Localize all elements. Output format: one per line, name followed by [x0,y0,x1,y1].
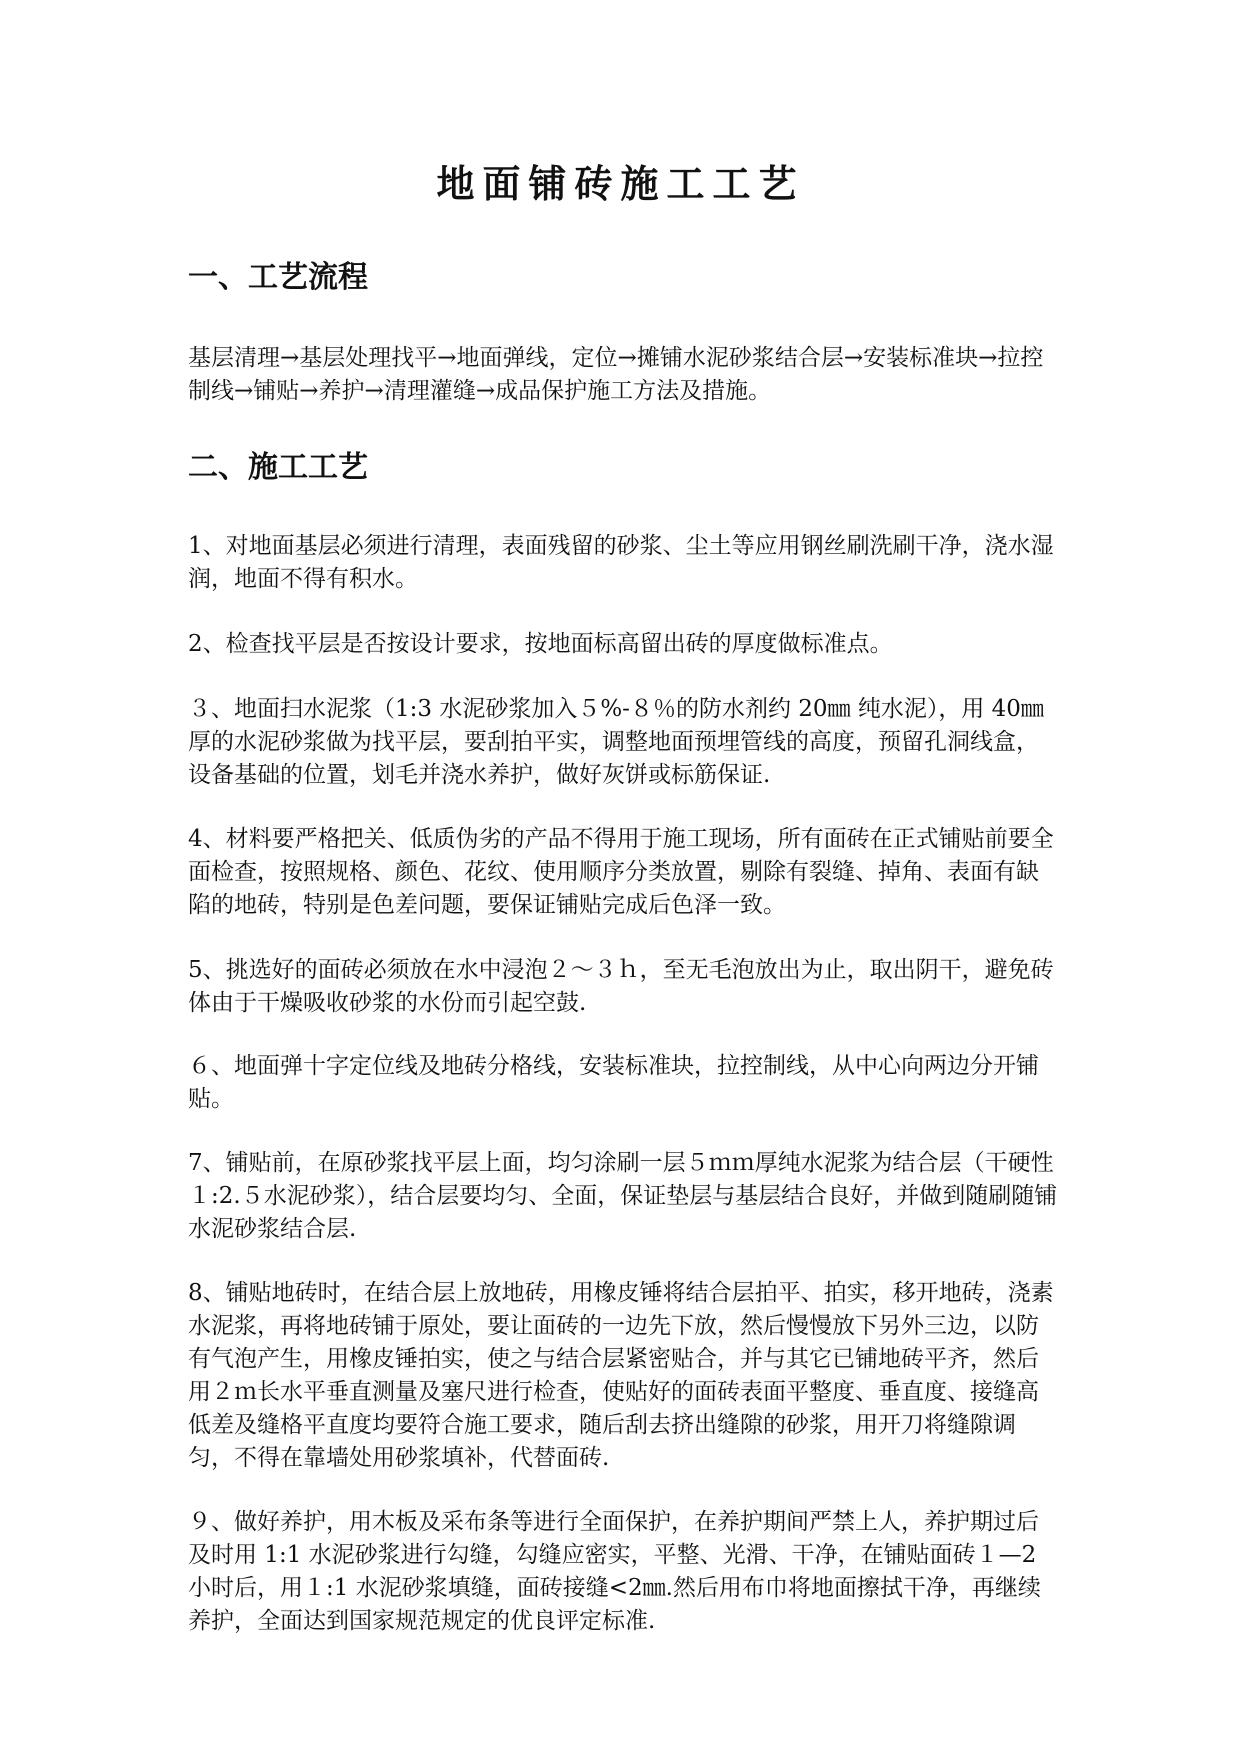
section-heading-process-flow: 一、工艺流程 [188,260,368,295]
step-paragraph-8: 8、铺贴地砖时，在结合层上放地砖，用橡皮锤将结合层拍平、拍实，移开地砖，浇素水泥浆，再将地砖铺于原处，要让面砖的一边先下放，然后慢慢放下另外三边，以防有气泡产生，用橡皮锤拍实，使之与结合层紧密贴合，并与其它已铺地砖平齐，然后用２ｍ长水平垂直测量及塞尺进行检查，使贴好的面砖表面平整度、垂直度、接缝高低差及缝格平直度均要符合施工要求，随后刮去挤出缝隙的砂浆，用开刀将缝隙调匀，不得在靠墙处用砂浆填补，代替面砖. [188,1280,1054,1471]
step-paragraph-5: 5、挑选好的面砖必须放在水中浸泡２～３ｈ，至无毛泡放出为止，取出阴干，避免砖体由于干燥吸收砂浆的水份而引起空鼓. [188,957,1054,1016]
step-paragraph-9: ９、做好养护，用木板及采布条等进行全面保护，在养护期间严禁上人，养护期过后及时用 1:1 水泥砂浆进行勾缝，勾缝应密实，平整、光滑、干净，在铺贴面砖１—2 小时后，用１:1 水泥砂浆填缝，面砖接缝<2㎜.然后用布巾将地面擦拭干净，再继续养护，全面达到国家规范规定的优良评定标准. [188,1509,1041,1634]
step-paragraph-1: 1、对地面基层必须进行清理，表面残留的砂浆、尘土等应用钢丝刷洗刷干净，浇水湿润，地面不得有积水。 [188,533,1054,592]
step-paragraph-4: 4、材料要严格把关、低质伪劣的产品不得用于施工现场，所有面砖在正式铺贴前要全面检查，按照规格、颜色、花纹、使用顺序分类放置，剔除有裂缝、掉角、表面有缺陷的地砖，特别是色差问题，要保证铺贴完成后色泽一致。 [188,826,1054,918]
document-title: 地面铺砖施工工艺 [436,161,805,206]
process-flow-paragraph: 基层清理→基层处理找平→地面弹线，定位→摊铺水泥砂浆结合层→安装标准块→拉控制线→铺贴→养护→清理灌缝→成品保护施工方法及措施。 [188,345,1044,404]
step-paragraph-2: 2、检查找平层是否按设计要求，按地面标高留出砖的厚度做标准点。 [188,631,893,657]
step-paragraph-6: ６、地面弹十字定位线及地砖分格线，安装标准块，拉控制线，从中心向两边分开铺贴。 [188,1053,1039,1112]
section-heading-construction-process: 二、施工工艺 [188,450,368,485]
step-paragraph-7: 7、铺贴前，在原砂浆找平层上面，均匀涂刷一层５ｍｍ厚纯水泥浆为结合层（干硬性１:2.５水泥砂浆），结合层要均匀、全面，保证垫层与基层结合良好，并做到随刷随铺水泥砂浆结合层. [188,1150,1058,1242]
step-paragraph-3: ３、地面扫水泥浆（1:3 水泥砂浆加入５%-８％的防水剂约 20㎜ 纯水泥），用 40㎜ 厚的水泥砂浆做为找平层，要刮拍平实，调整地面预埋管线的高度，预留孔洞线盒，设备基础的位置，划毛并浇水养护，做好灰饼或标筋保证. [188,696,1044,788]
